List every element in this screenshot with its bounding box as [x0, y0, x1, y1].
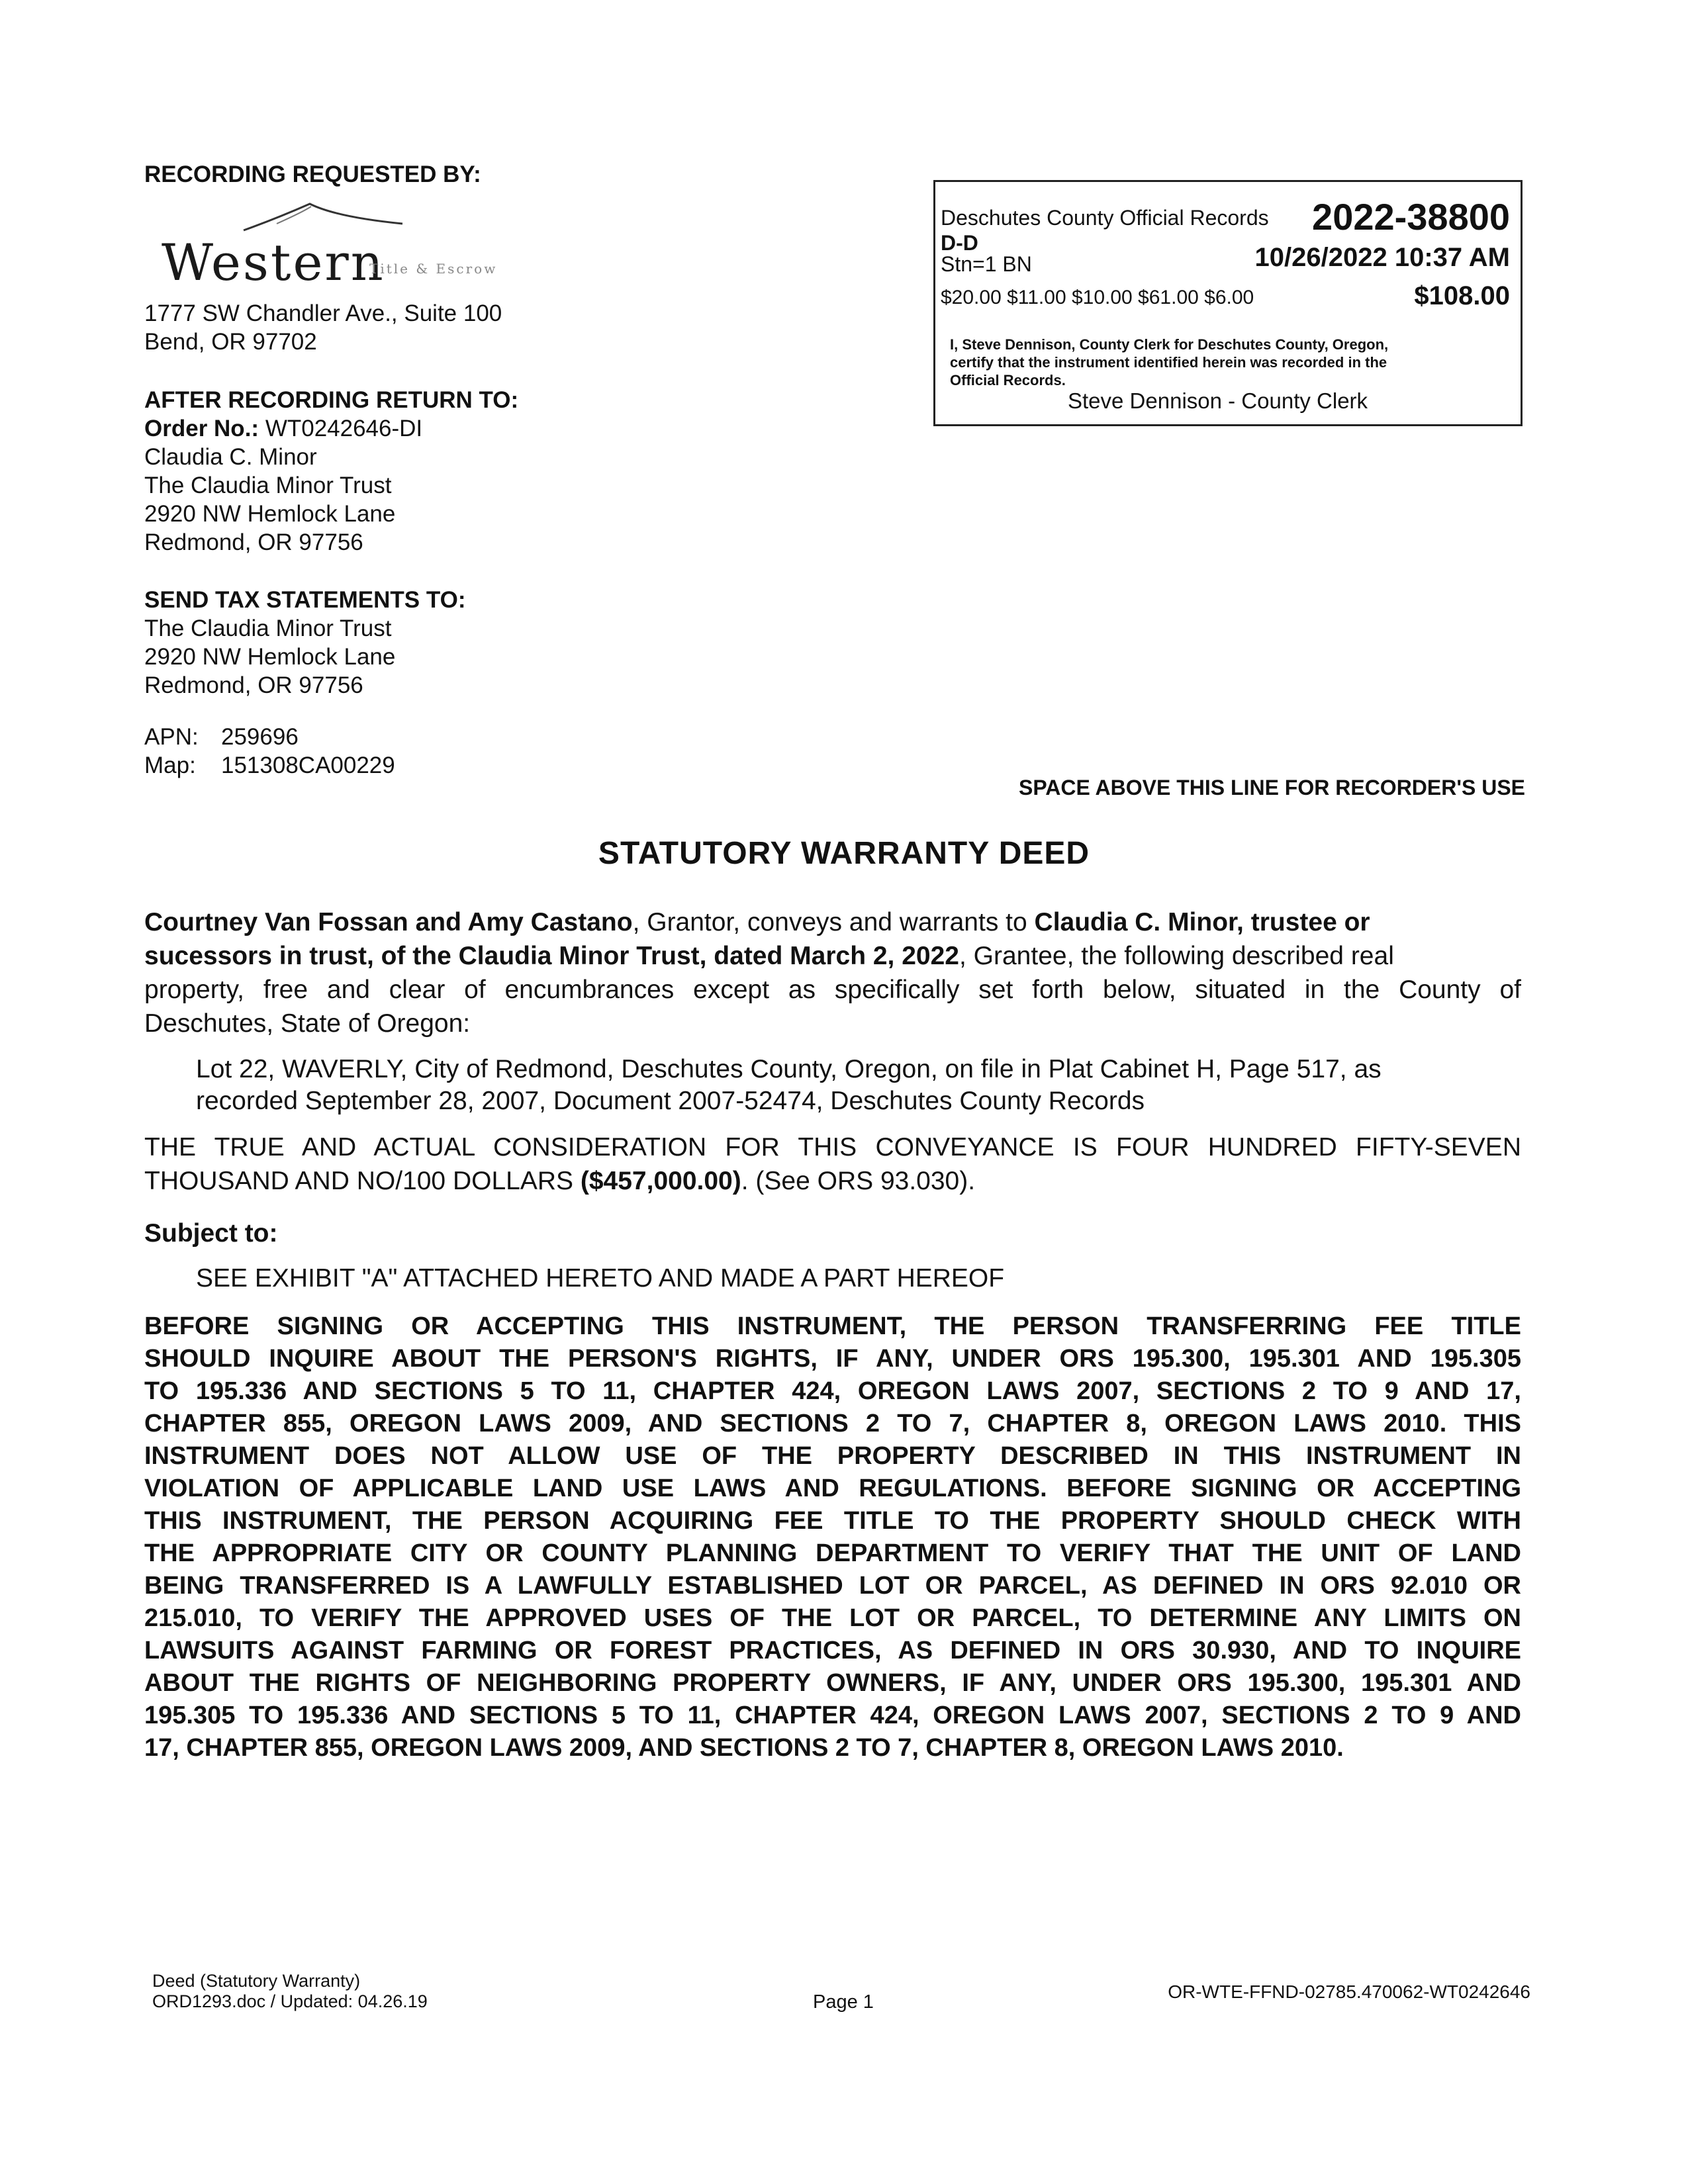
land-use-warning — [144, 1310, 1521, 1764]
consideration-statement — [144, 1130, 1521, 1198]
station: Stn=1 BN — [941, 252, 1032, 276]
consideration-text: THOUSAND AND NO/100 DOLLARS — [144, 1167, 581, 1195]
apn-block — [144, 723, 395, 780]
warning-line: 17, CHAPTER 855, OREGON LAWS 2009, AND SECTIONS 2 TO 7, CHAPTER 8, OREGON LAWS 2010. — [144, 1734, 1344, 1762]
grantor-names: Courtney Van Fossan and Amy Castano — [144, 908, 633, 936]
order-label: Order No.: — [144, 416, 259, 441]
grant-line-1-text — [144, 905, 1370, 939]
subject-to-label: Subject to: — [144, 1219, 278, 1248]
tax-line: 2920 NW Hemlock Lane — [144, 644, 396, 670]
order-number-line — [144, 414, 518, 443]
grant-line-4: Deschutes, State of Oregon: — [144, 1009, 471, 1038]
return-line: Claudia C. Minor — [144, 444, 317, 470]
clerk-name: Steve Dennison - County Clerk — [1068, 388, 1368, 413]
warning-line: ABOUT THE RIGHTS OF NEIGHBORING PROPERTY OWNERS, IF ANY, UNDER ORS 195.300, 195.301 AND — [144, 1669, 1521, 1697]
recorded-datetime: 10/26/2022 10:37 AM — [1254, 243, 1510, 272]
tax-label: SEND TAX STATEMENTS TO: — [144, 587, 466, 613]
consideration-ors: . (See ORS 93.030). — [741, 1167, 976, 1195]
warning-line: THIS INSTRUMENT, THE PERSON ACQUIRING FEE TITLE TO THE PROPERTY SHOULD CHECK WITH — [144, 1507, 1521, 1535]
legal-description — [196, 1054, 1382, 1117]
tax-line: The Claudia Minor Trust — [144, 615, 392, 641]
warning-line: CHAPTER 855, OREGON LAWS 2009, AND SECTIONS 2 TO 7, CHAPTER 8, OREGON LAWS 2010. THIS — [144, 1410, 1521, 1437]
document-number: 2022-38800 — [1312, 196, 1510, 238]
return-line: The Claudia Minor Trust — [144, 473, 392, 498]
tax-line: Redmond, OR 97756 — [144, 672, 363, 698]
grant-line-2 — [144, 939, 1521, 973]
apn-label: APN: — [144, 724, 199, 750]
grant-paragraph — [144, 905, 1521, 1040]
western-title-logo — [144, 199, 541, 291]
clerk-certification — [950, 336, 1388, 389]
footer-form-info — [152, 1971, 428, 2012]
address-line: 1777 SW Chandler Ave., Suite 100 — [144, 300, 502, 326]
return-to-block — [144, 386, 518, 557]
requester-address — [144, 299, 502, 356]
document-type: D-D — [941, 231, 978, 255]
footer-reference: OR-WTE-FFND-02785.470062-WT0242646 — [1168, 1981, 1530, 2002]
warning-line: BEFORE SIGNING OR ACCEPTING THIS INSTRUMENT, THE PERSON TRANSFERRING FEE TITLE — [144, 1312, 1521, 1340]
warning-line: LAWSUITS AGAINST FARMING OR FOREST PRACTICES, AS DEFINED IN ORS 30.930, AND TO INQUIRE — [144, 1637, 1521, 1664]
recorder-stamp-box — [933, 180, 1523, 426]
warning-line: 215.010, TO VERIFY THE APPROVED USES OF THE LOT OR PARCEL, TO DETERMINE ANY LIMITS ON — [144, 1604, 1521, 1632]
fee-total: $108.00 — [1414, 281, 1510, 310]
return-line: Redmond, OR 97756 — [144, 529, 363, 555]
consideration-amount: ($457,000.00) — [580, 1167, 741, 1195]
fee-list: $20.00 $11.00 $10.00 $61.00 $6.00 — [941, 287, 1254, 308]
logo-wordmark: Western — [162, 233, 385, 292]
warning-line: BEING TRANSFERRED IS A LAWFULLY ESTABLISHED LOT OR PARCEL, AS DEFINED IN ORS 92.010 OR — [144, 1572, 1521, 1600]
order-number: WT0242646-DI — [265, 416, 423, 441]
consideration-line-1: THE TRUE AND ACTUAL CONSIDERATION FOR THIS CONVEYANCE IS FOUR HUNDRED FIFTY-SEVEN — [144, 1133, 1521, 1161]
warning-line: THE APPROPRIATE CITY OR COUNTY PLANNING DEPARTMENT TO VERIFY THAT THE UNIT OF LAND — [144, 1539, 1521, 1567]
cert-line: I, Steve Dennison, County Clerk for Deschutes County, Oregon, — [950, 336, 1389, 353]
map-label: Map: — [144, 752, 196, 778]
warning-line: TO 195.336 AND SECTIONS 5 TO 11, CHAPTER 424, OREGON LAWS 2007, SECTIONS 2 TO 9 AND 17, — [144, 1377, 1521, 1405]
apn-value: 259696 — [221, 724, 299, 750]
records-office: Deschutes County Official Records — [941, 206, 1269, 230]
grant-text-2: , Grantee, the following described real — [959, 942, 1394, 970]
address-line: Bend, OR 97702 — [144, 329, 317, 355]
grant-text-1: , Grantor, conveys and warrants to — [632, 908, 1035, 936]
recording-requested-label: RECORDING REQUESTED BY: — [144, 161, 481, 187]
map-value: 151308CA00229 — [221, 752, 395, 778]
consideration-line-2 — [144, 1164, 1521, 1198]
grant-line-3: property, free and clear of encumbrances except as specifically set forth below, situated in the County of — [144, 976, 1521, 1004]
grantee-part-1: Claudia C. Minor, trustee or — [1034, 908, 1370, 936]
return-line: 2920 NW Hemlock Lane — [144, 501, 396, 527]
page-number: Page 1 — [813, 1991, 874, 2013]
warning-line: VIOLATION OF APPLICABLE LAND USE LAWS AND REGULATIONS. BEFORE SIGNING OR ACCEPTING — [144, 1475, 1521, 1502]
mountain-logo-icon — [237, 199, 409, 238]
exhibit-reference: SEE EXHIBIT "A" ATTACHED HERETO AND MADE A PART HEREOF — [196, 1264, 1005, 1293]
legal-line: Lot 22, WAVERLY, City of Redmond, Deschutes County, Oregon, on file in Plat Cabinet H, Page 517, as — [196, 1055, 1382, 1083]
map-line — [144, 751, 395, 780]
footer-form-name: Deed (Statutory Warranty) — [152, 1971, 361, 1991]
warning-line: INSTRUMENT DOES NOT ALLOW USE OF THE PROPERTY DESCRIBED IN THIS INSTRUMENT IN — [144, 1442, 1521, 1470]
deed-title: STATUTORY WARRANTY DEED — [598, 836, 1090, 871]
cert-line: Official Records. — [950, 372, 1066, 388]
return-to-label: AFTER RECORDING RETURN TO: — [144, 387, 519, 413]
warning-line: SHOULD INQUIRE ABOUT THE PERSON'S RIGHTS, IF ANY, UNDER ORS 195.300, 195.301 AND 195.305 — [144, 1345, 1521, 1373]
legal-line: recorded September 28, 2007, Document 2007-52474, Deschutes County Records — [196, 1087, 1145, 1115]
tax-statements-block — [144, 586, 465, 700]
grantee-part-2: sucessors in trust, of the Claudia Minor Trust, dated March 2, 2022 — [144, 942, 959, 970]
grant-line-1 — [144, 905, 1521, 939]
footer-form-file: ORD1293.doc / Updated: 04.26.19 — [152, 1991, 428, 2011]
recorder-use-note: SPACE ABOVE THIS LINE FOR RECORDER'S USE — [1018, 776, 1525, 799]
cert-line: certify that the instrument identified herein was recorded in the — [950, 354, 1387, 371]
apn-line — [144, 723, 395, 751]
logo-subtitle: Title & Escrow — [369, 261, 498, 277]
warning-line: 195.305 TO 195.336 AND SECTIONS 5 TO 11, CHAPTER 424, OREGON LAWS 2007, SECTIONS 2 TO 9 AND — [144, 1702, 1521, 1729]
